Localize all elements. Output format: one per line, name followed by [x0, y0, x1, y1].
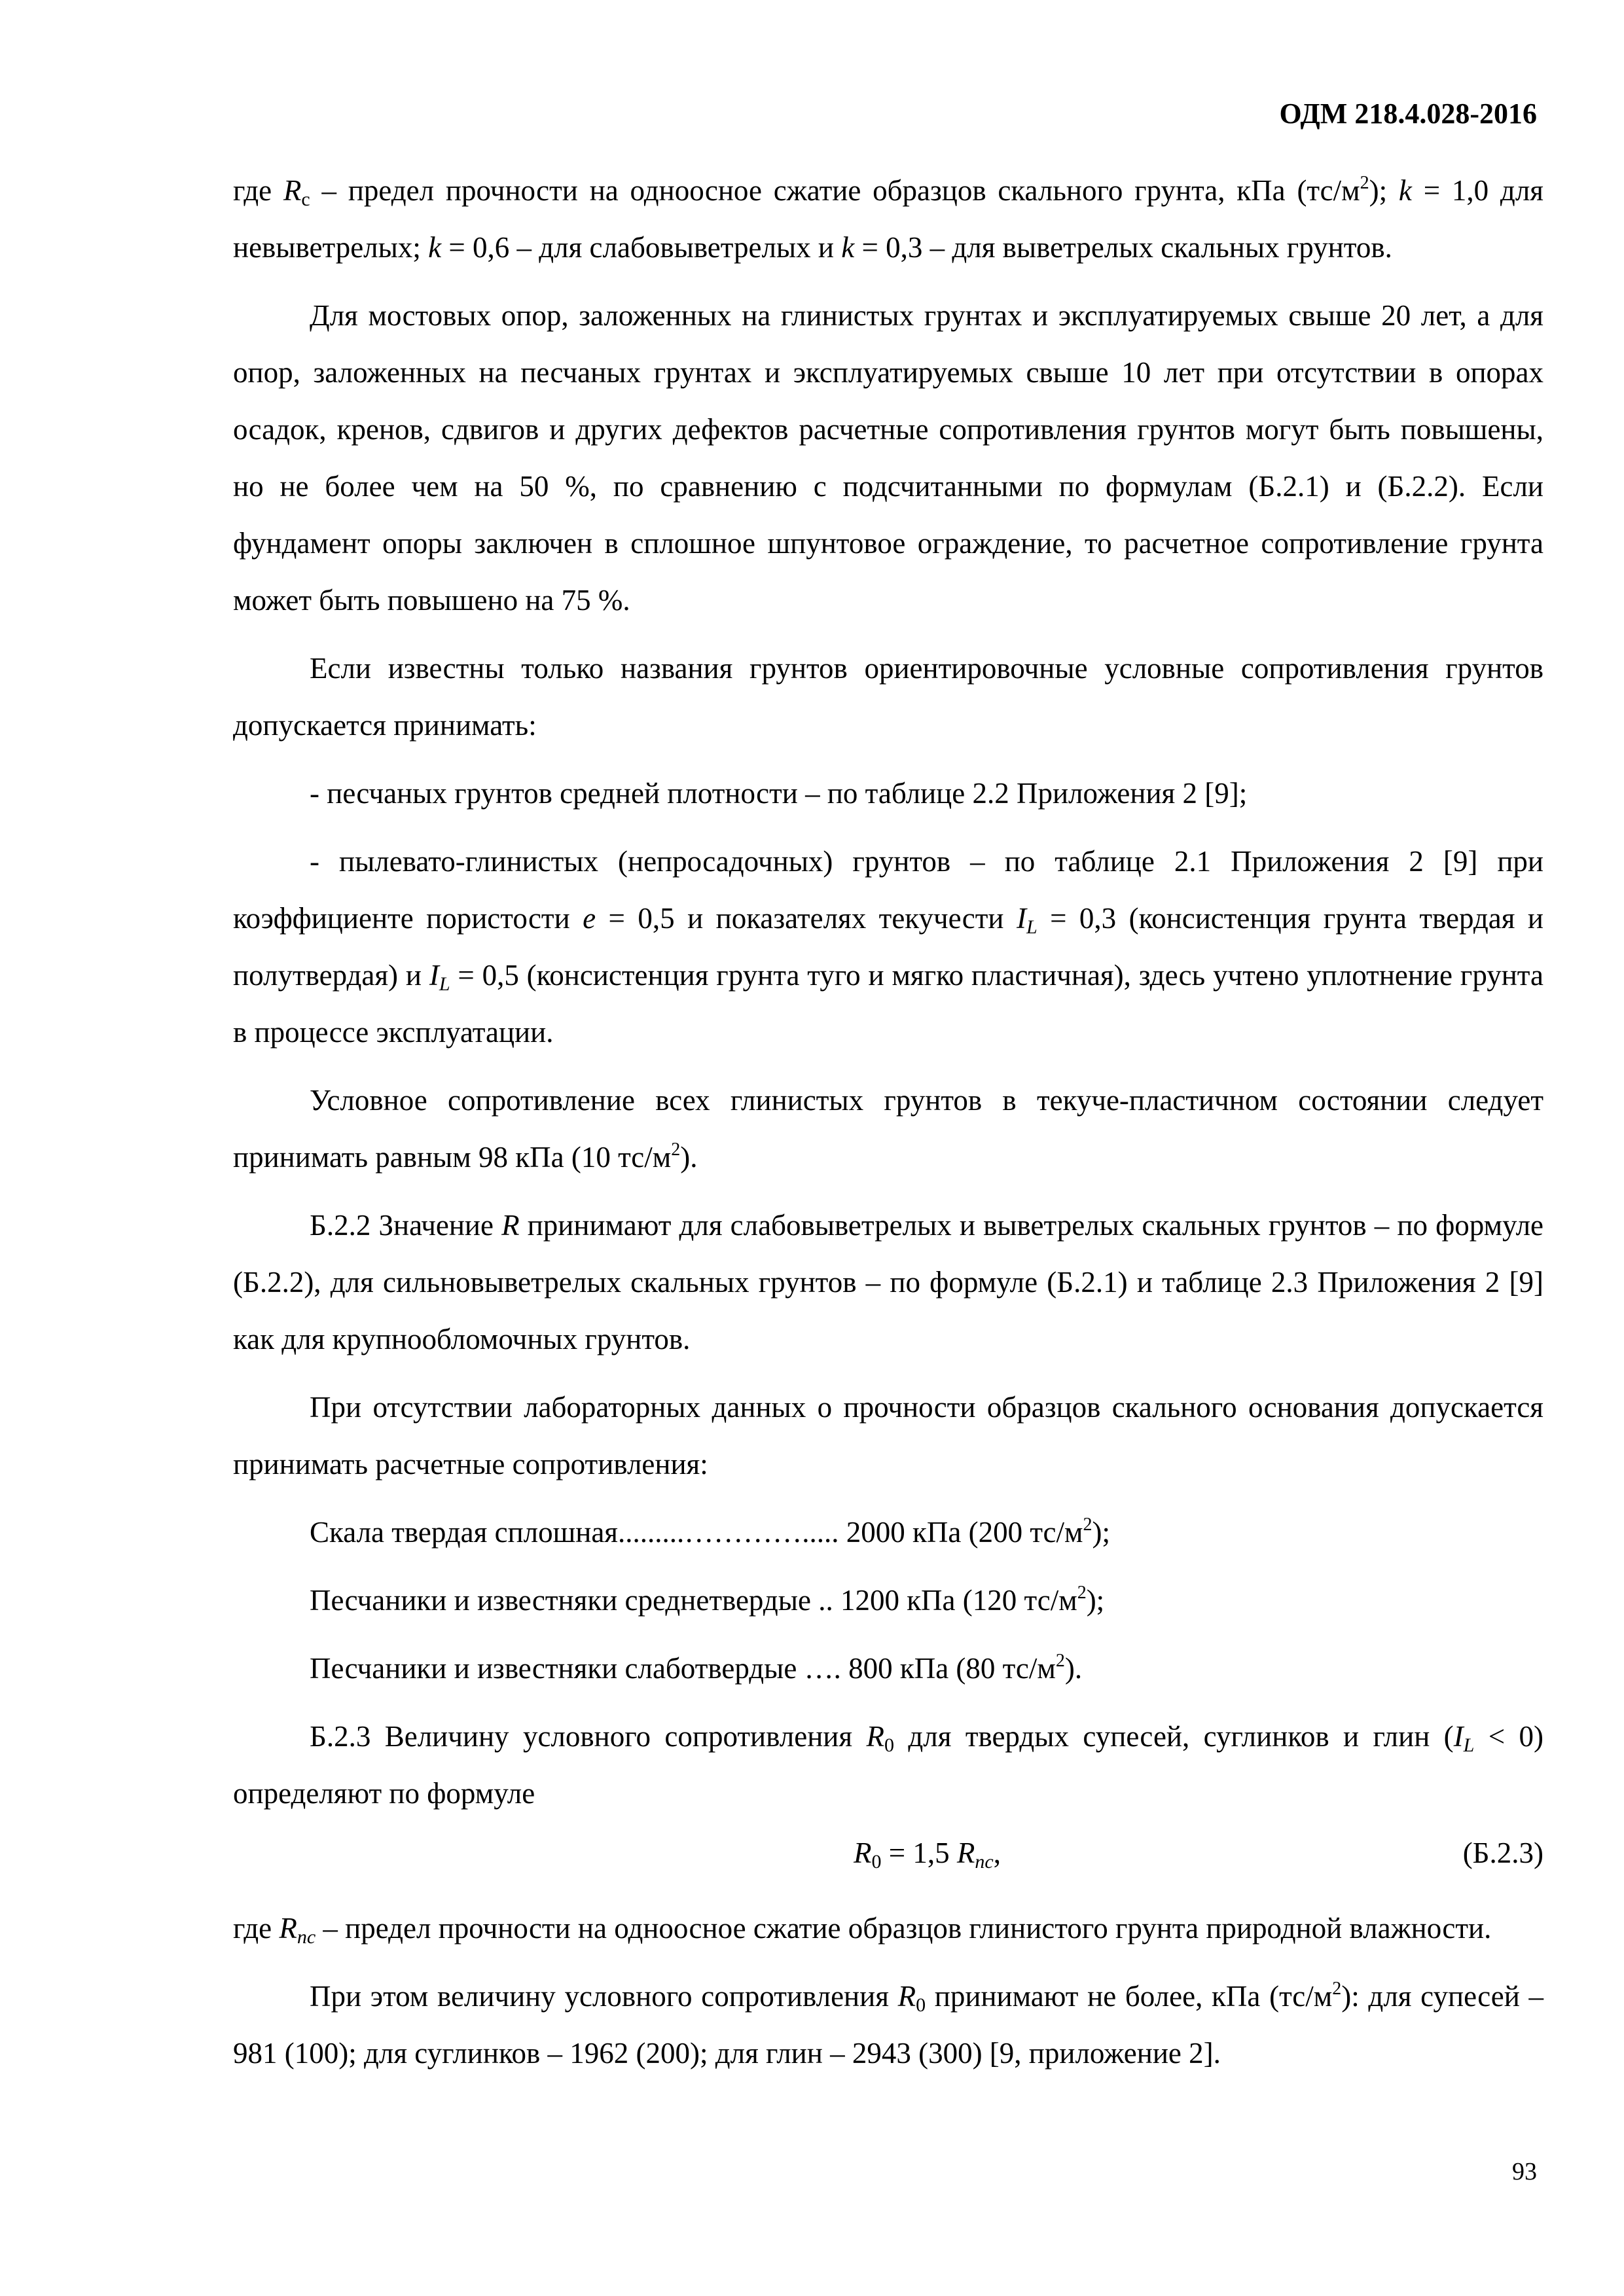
paragraph-rc-definition: где $R_с$ – предел прочности на одноосное сжатие образцов скального грунта, кПа $(тс/м^2)$; k = 1,0 для невыветрелых; k = 0,6 – для слабовыветрелых и k = 0,3 – для выветрелых скальных грунтов. — [233, 173, 1543, 264]
paragraph-limit-values: При этом величину условного сопротивления $R_0$ принимают не более, кПа $(тс/м^2)$: для супесей – 981 (100); для суглинков – 1962 (200); для глин – 2943 (300) [9, приложение 2]. — [233, 1979, 1544, 2070]
list-item-sandy-soils: - песчаных грунтов средней плотности – по таблице 2.2 Приложения 2 [9]; — [310, 777, 1248, 810]
page-number: 93 — [1512, 2158, 1537, 2185]
paragraph-fluid-plastic: Условное сопротивление всех глинистых грунтов в текуче-пластичном состоянии следует принимать равным 98 кПа (10 $тс/м^2$). — [233, 1084, 1543, 1174]
resistance-line-solid-rock: Скала твердая сплошная.........…………..... 2000 кПа (200 $тс/м^2$); — [310, 1515, 1110, 1549]
list-item-clay-soils: - пылевато-глинистых (непросадочных) грунтов – по таблице 2.1 Приложения 2 [9] при коэффициенте пористости e = 0,5 и показателях текучести $I_L = 0,3$ (консистенция грунта твердая и полутвердая) и $I_L = 0,5$ (консистенция грунта туго и мягко пластичная), здесь учтено уплотнение грунта в процессе эксплуатации. — [233, 845, 1544, 1049]
paragraph-rnc-definition: где $R_{nc}$ – предел прочности на одноосное сжатие образцов глинистого грунта природной влажности. — [233, 1912, 1492, 1948]
resistance-line-weak-sandstone: Песчаники и известняки слаботвердые …. 800 кПа (80 $тс/м^2$). — [310, 1651, 1083, 1685]
paragraph-b-2-3: Б.2.3 Величину условного сопротивления $R_0$ для твердых супесей, суглинков и глин $(I_L < 0)$ определяют по формуле — [233, 1720, 1544, 1810]
paragraph-bridge-supports: Для мостовых опор, заложенных на глинистых грунтах и эксплуатируемых свыше 20 лет, а для опор, заложенных на песчаных грунтах и эксплуатируемых свыше 10 лет при отсутствии в опорах осадок, кренов, сдвигов и других дефектов расчетные сопротивления грунтов могут быть повышены, но не более чем на 50 %, по сравнению с подсчитанными по формулам (Б.2.1) и (Б.2.2). Если фундамент опоры заключен в сплошное шпунтовое ограждение, то расчетное сопротивление грунта может быть повышено на 75 %. — [233, 299, 1543, 617]
paragraph-no-lab-data: При отсутствии лабораторных данных о прочности образцов скального основания допускается принимать расчетные сопротивления: — [233, 1391, 1543, 1480]
paragraph-b-2-2: Б.2.2 Значение R принимают для слабовыветрелых и выветрелых скальных грунтов – по формуле (Б.2.2), для сильновыветрелых скальных грунтов – по формуле (Б.2.1) и таблице 2.3 Приложения 2 [9] как для крупнообломочных грунтов. — [233, 1209, 1543, 1355]
paragraph-approximate-resistance: Если известны только названия грунтов ориентировочные условные сопротивления грунтов допускается принимать: — [233, 652, 1543, 742]
formula-expression: $R_0 = 1,5$ $R_{nc}$, — [854, 1837, 1001, 1873]
document-code: ОДМ 218.4.028-2016 — [1279, 98, 1537, 130]
equation-number: (Б.2.3) — [1462, 1837, 1543, 1869]
formula-b-2-3 — [233, 1825, 1543, 1882]
resistance-line-medium-sandstone: Песчаники и известняки среднетвердые .. 1200 кПа (120 $тс/м^2$); — [310, 1583, 1105, 1617]
page-body — [233, 162, 1543, 2082]
